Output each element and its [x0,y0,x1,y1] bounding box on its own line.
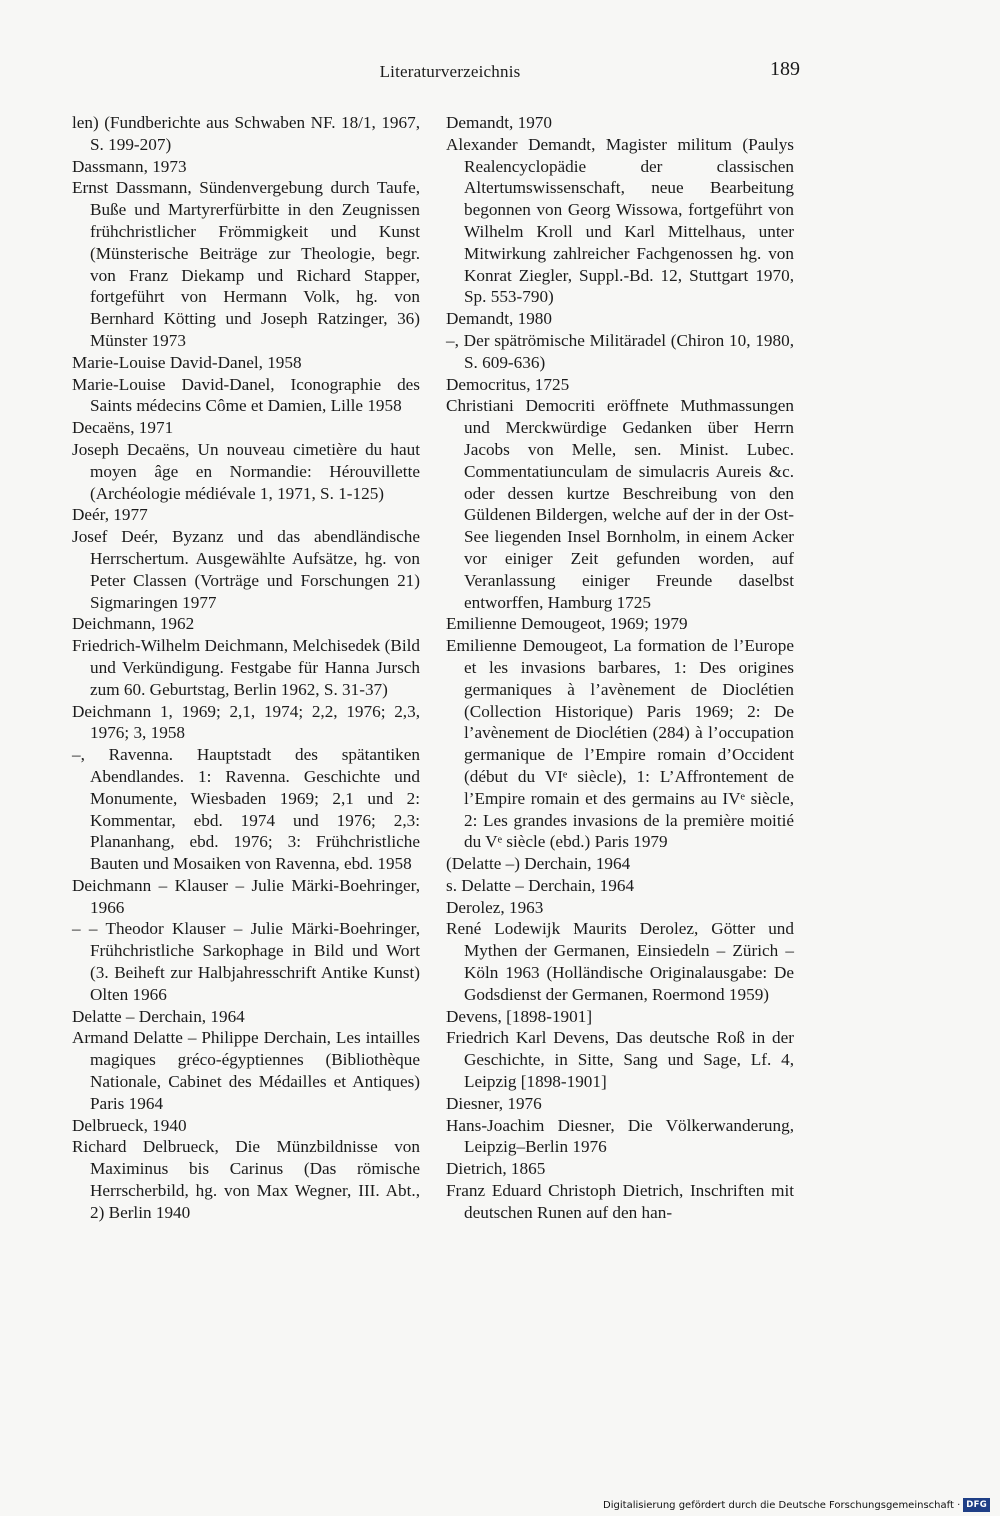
bibliography-entry: Friedrich Karl Devens, Das deutsche Roß in der Geschichte, in Sitte, Sang und Sage, Lf. 4, Leipzig [1898-1901] [446,1028,794,1092]
bibliography-entry: Alexander Demandt, Magister militum (Paulys Realencyclopädie der classischen Altertumswissenschaft, neue Bearbeitung begonnen von Georg Wissowa, fortgeführt von Wilhelm Kroll und Karl Mittelhaus, unter Mitwirkung zahlreicher Fachgenossen hg. von Konrat Ziegler, Suppl.-Bd. 12, Stuttgart 1970, Sp. 553-790) [446,134,794,307]
bibliography-heading: Devens, [1898-1901] [446,1006,593,1026]
right-column [446,112,794,1224]
bibliography-heading: Marie-Louise David-Danel, 1958 [72,352,302,372]
bibliography-heading: Emilienne Demougeot, 1969; 1979 [446,614,688,634]
bibliography-heading: Deichmann, 1962 [72,614,195,634]
bibliography-entry: Josef Deér, Byzanz und das abendländische Herrschertum. Ausgewählte Aufsätze, hg. von Peter Classen (Vorträge und Forschungen 21) Sigmaringen 1977 [72,527,420,612]
bibliography-entry: Franz Eduard Christoph Dietrich, Inschriften mit deutschen Runen auf den han- [446,1181,794,1222]
bibliography-heading: Demandt, 1970 [446,113,552,132]
bibliography-heading: Deér, 1977 [72,505,148,525]
bibliography-entry: Deichmann – Klauser – Julie Märki-Boehringer, 1966 [72,875,420,917]
bibliography-heading: Delbrueck, 1940 [72,1115,187,1135]
bibliography-heading: Dassmann, 1973 [72,156,187,176]
bibliography-heading: Democritus, 1725 [446,374,570,394]
bibliography-entry: Richard Delbrueck, Die Münzbildnisse von Maximinus bis Carinus (Das römische Herrscherbild, hg. von Max Wegner, III. Abt., 2) Berlin 1940 [72,1137,420,1222]
bibliography-entry: Deichmann 1, 1969; 2,1, 1974; 2,2, 1976; 2,3, 1976; 3, 1958 [72,701,420,743]
bibliography-entry: René Lodewijk Maurits Derolez, Götter und Mythen der Germanen, Einsiedeln – Zürich – Köln 1963 (Holländische Originalausgabe: De Godsdienst der Germanen, Roermond 1959) [446,919,794,1004]
bibliography-heading: Diesner, 1976 [446,1093,542,1113]
bibliography-entry: –, Der spätrömische Militäradel (Chiron 10, 1980, S. 609-636) [446,330,794,372]
bibliography-entry: – – Theodor Klauser – Julie Märki-Boehringer, Frühchristliche Sarkophage in Bild und Wort (3. Beiheft zur Halbjahresschrift Antike Kunst) Olten 1966 [72,919,420,1004]
bibliography-heading: Delatte – Derchain, 1964 [72,1006,245,1026]
bibliography-entry: Ernst Dassmann, Sündenvergebung durch Taufe, Buße und Martyrerfürbitte in den Zeugnissen frühchristlicher Frömmigkeit und Kunst (Münsterische Beiträge zur Theologie, begr. von Franz Diekamp und Richard Stapper, fortgeführt von Hermann Volk, hg. von Bernhard Kötting und Joseph Ratzinger, 36) Münster 1973 [72,178,420,350]
footer-credit [603,1497,990,1513]
bibliography-heading: Decaëns, 1971 [72,418,174,438]
bibliography-entry: len) (Fundberichte aus Schwaben NF. 18/1, 1967, S. 199-207) [72,113,420,154]
bibliography-heading: Derolez, 1963 [446,897,544,917]
bibliography-heading: s. Delatte – Derchain, 1964 [446,875,635,895]
bibliography-entry: Joseph Decaëns, Un nouveau cimetière du haut moyen âge en Normandie: Hérouvillette (Archéologie médiévale 1, 1971, S. 1-125) [72,439,420,503]
bibliography-heading: Dietrich, 1865 [446,1159,546,1179]
running-title: Literaturverzeichnis [379,62,521,81]
bibliography-entry: –, Ravenna. Hauptstadt des spätantiken Abendlandes. 1: Ravenna. Geschichte und Monumente, Wiesbaden 1969; 2,1 und 2: Kommentar, ebd. 1974 und 1976; 2,3: Plananhang, ebd. 1976; 3: Frühchristliche Bauten und Mosaiken von Ravenna, ebd. 1958 [72,745,420,874]
bibliography-entry: Christiani Democriti eröffnete Muthmassungen und Merckwürdige Gedanken über Herrn Jacobs von Melle, sen. Minist. Lubec. Commentatiunculam de simulacris Aureis &c. oder dessen kurtze Beschreibung von den Güldenen Bildergen, welche auf der in der Ost-See liegenden Insel Bornholm, in einem Acker vor einiger Zeit gefunden worden, auf Veranlassung einiger Freunde daselbst entworffen, Hamburg 1725 [446,396,794,612]
page-number: 189 [770,58,800,80]
bibliography-entry: Friedrich-Wilhelm Deichmann, Melchisedek (Bild und Verkündigung. Festgabe für Hanna Jursch zum 60. Geburtstag, Berlin 1962, S. 31-37) [72,636,420,699]
bibliography-heading: Demandt, 1980 [446,309,552,329]
footer-credit-text: Digitalisierung gefördert durch die Deutsche Forschungsgemeinschaft · [603,1499,961,1511]
bibliography-entry: Armand Delatte – Philippe Derchain, Les intailles magiques gréco-égyptiennes (Bibliothèque Nationale, Cabinet des Médailles et Antiques) Paris 1964 [72,1028,420,1113]
bibliography-entry: Hans-Joachim Diesner, Die Völkerwanderung, Leipzig–Berlin 1976 [446,1115,794,1157]
bibliography-heading: (Delatte –) Derchain, 1964 [446,854,631,874]
bibliography-entry: Marie-Louise David-Danel, Iconographie des Saints médecins Côme et Damien, Lille 1958 [72,374,420,416]
dfg-logo: DFG [963,1498,990,1512]
bibliography-entry: Emilienne Demougeot, La formation de l’Europe et les invasions barbares, 1: Des origines germaniques à l’avènement de Dioclétien (Collection Historique) Paris 1969; 2: De l’avènement de Dioclétien (284) à l’occupation germanique de l’Empire romain d’Occident (début du VIᵉ siècle), 1: L’Affrontement de l’Empire romain et des germains au IVᵉ siècle, 2: Les grandes invasions de la première moitié du Vᵉ siècle (ebd.) Paris 1979 [446,636,794,852]
left-column [72,112,420,1224]
